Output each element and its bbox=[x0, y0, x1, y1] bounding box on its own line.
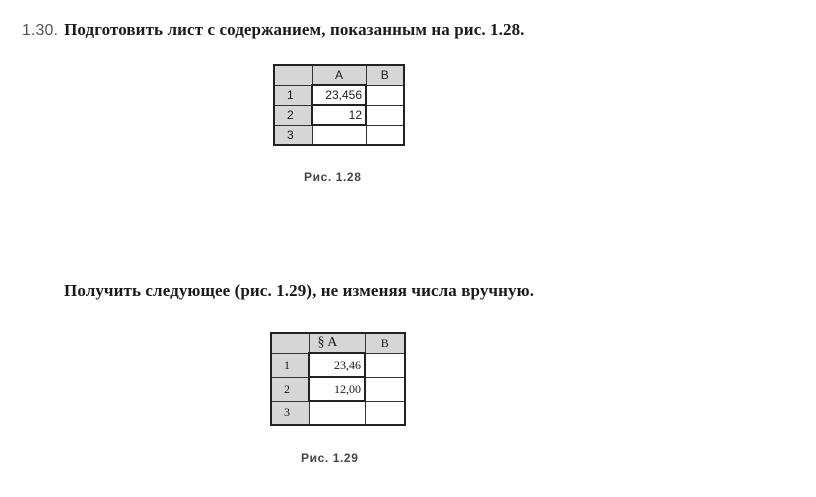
figure-caption-2: Рис. 1.29 bbox=[301, 451, 359, 465]
column-header-a: A bbox=[312, 65, 366, 85]
table-row bbox=[274, 85, 404, 105]
header-row bbox=[274, 65, 404, 85]
cell-a1: 23,456 bbox=[312, 85, 366, 105]
table-row bbox=[274, 105, 404, 125]
table-row bbox=[271, 401, 405, 425]
cell-b2 bbox=[365, 377, 405, 401]
cell-b1 bbox=[366, 85, 404, 105]
cell-a2: 12 bbox=[312, 105, 366, 125]
column-header-a: § A bbox=[309, 333, 365, 353]
corner-cell bbox=[274, 65, 312, 85]
row-header: 3 bbox=[271, 401, 309, 425]
table-row bbox=[271, 353, 405, 377]
cell-a1: 23,46 bbox=[309, 353, 365, 377]
task-number: 1.30. bbox=[22, 22, 59, 39]
table-row bbox=[274, 125, 404, 145]
cell-b3 bbox=[365, 401, 405, 425]
row-header: 2 bbox=[274, 105, 312, 125]
cell-b2 bbox=[366, 105, 404, 125]
column-header-b: B bbox=[365, 333, 405, 353]
corner-cell bbox=[271, 333, 309, 353]
row-header: 2 bbox=[271, 377, 309, 401]
cell-a3 bbox=[309, 401, 365, 425]
cell-b3 bbox=[366, 125, 404, 145]
figure-caption-1: Рис. 1.28 bbox=[304, 170, 362, 184]
spreadsheet-figure-1 bbox=[273, 64, 405, 146]
row-header: 1 bbox=[274, 85, 312, 105]
spreadsheet-figure-2 bbox=[270, 332, 406, 426]
cell-a2: 12,00 bbox=[309, 377, 365, 401]
cell-a3 bbox=[312, 125, 366, 145]
second-task-text: Получить следующее (рис. 1.29), не изменяя числа вручную. bbox=[64, 281, 535, 300]
table-row bbox=[271, 377, 405, 401]
row-header: 1 bbox=[271, 353, 309, 377]
row-header: 3 bbox=[274, 125, 312, 145]
column-header-b: B bbox=[366, 65, 404, 85]
task-text: Подготовить лист с содержанием, показанным на рис. 1.28. bbox=[64, 20, 525, 39]
cell-b1 bbox=[365, 353, 405, 377]
task-heading bbox=[22, 20, 525, 40]
header-row bbox=[271, 333, 405, 353]
